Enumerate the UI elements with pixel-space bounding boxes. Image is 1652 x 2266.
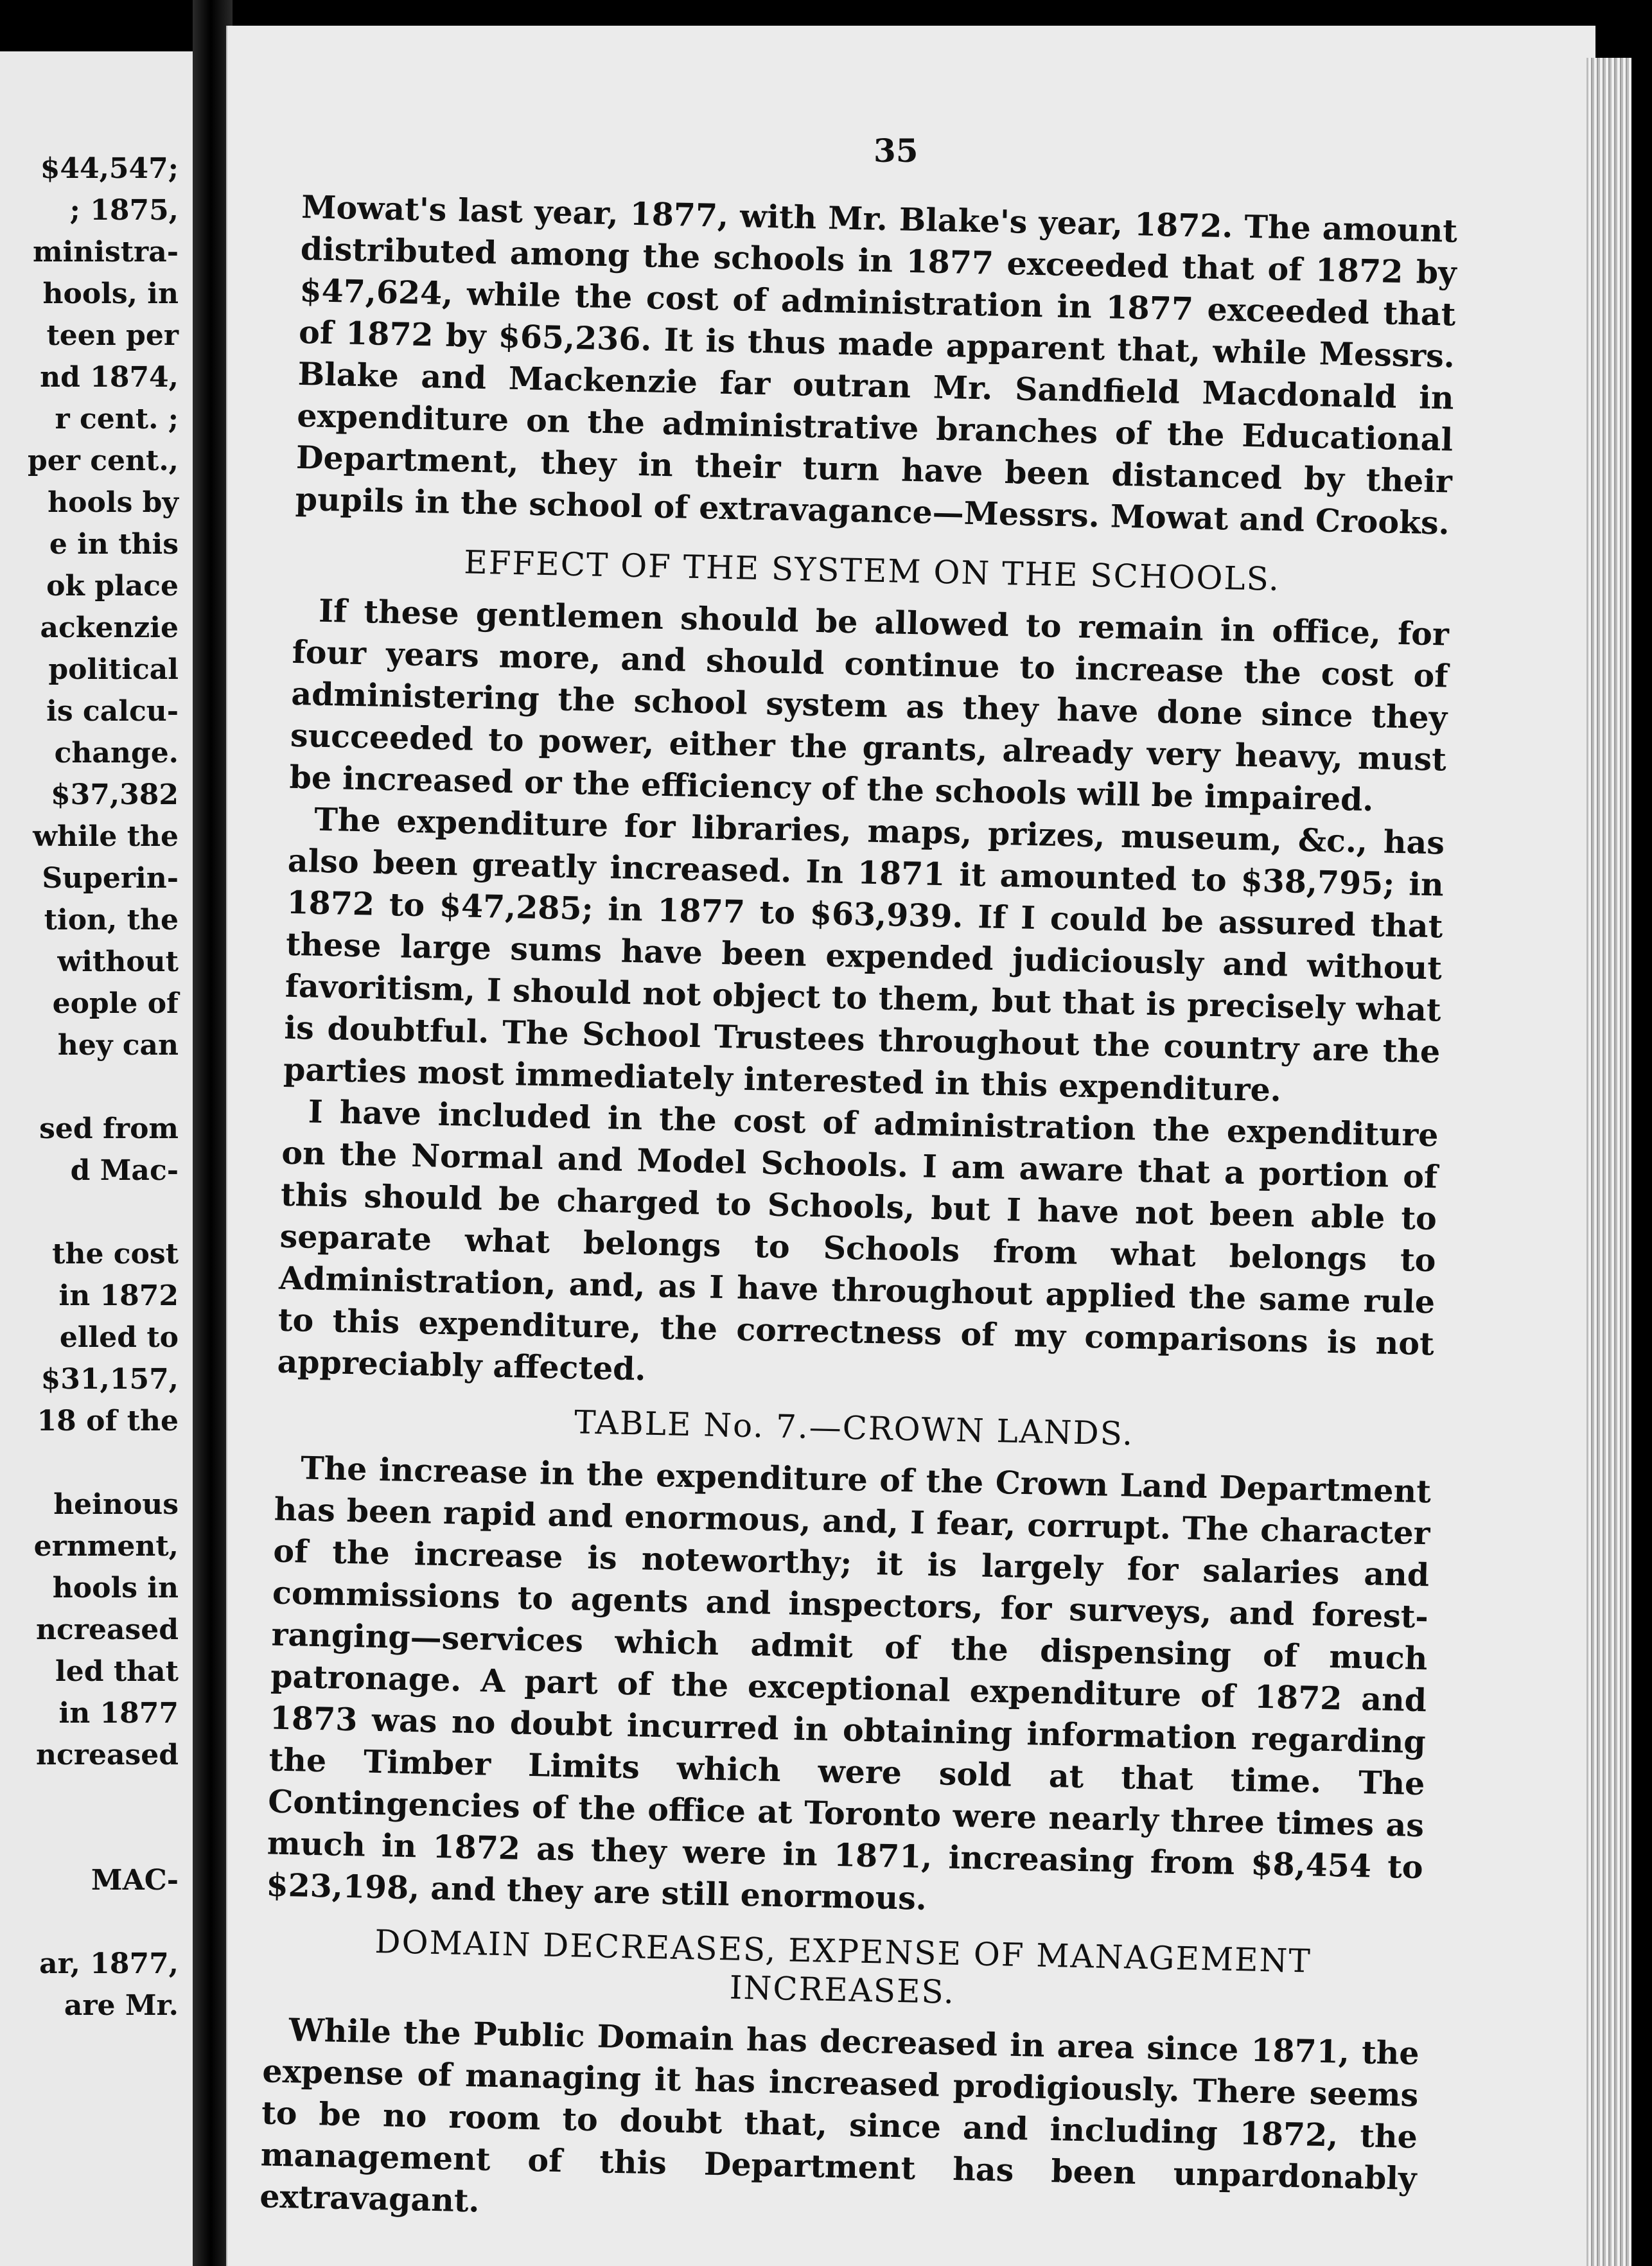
left-fragment-line: ncreased [36, 1613, 179, 1646]
left-fragment-line: political [48, 653, 179, 686]
left-fragment-line: is calcu- [46, 695, 179, 728]
paragraph: If these gentlemen should be allowed to remain in office, for four years more, and should continue to increase the cost of administering the school system as they have done since they succeeded to power, either the grants, already very heavy, must be increased or the efficiency of the schools will be impaired. [289, 592, 1450, 819]
paragraph: The expenditure for libraries, maps, prizes, museum, &c., has also been greatly increased. In 1871 it amounted to $38,795; in 1872 to $47,285; in 1877 to $63,939. If I could be assured that these large sums have been expended judiciously and without favoritism, I should not object to them, but that is precisely what is doubtful. The School Trustees throughout the country are the parties most immediately interested in this expenditure. [283, 800, 1445, 1109]
left-fragment-line: MAC- [91, 1864, 179, 1897]
left-fragment-line: $31,157, [40, 1363, 179, 1396]
left-fragment-line: hools, in [42, 277, 179, 310]
left-fragment-line: heinous [53, 1488, 179, 1521]
left-fragment-line: the cost [52, 1238, 179, 1270]
left-fragment-line: are Mr. [64, 1989, 179, 2022]
left-fragment-line: hey can [57, 1029, 179, 1062]
left-fragment-line: sed from [39, 1112, 179, 1145]
left-page-text [28, 148, 179, 2026]
left-fragment-line: while the [33, 820, 179, 853]
left-fragment-line: without [57, 945, 179, 978]
left-fragment-line: teen per [46, 319, 179, 352]
left-fragment-line [28, 1901, 179, 1943]
left-fragment-line: eople of [52, 987, 179, 1020]
section-heading-crown-lands: TABLE No. 7.—CROWN LANDS. [574, 1403, 1134, 1453]
left-fragment-line: in 1877 [58, 1697, 179, 1730]
left-fragment-line: change. [54, 737, 179, 769]
left-fragment-line: e in this [49, 528, 179, 561]
paragraph-continuation: Mowat's last year, 1877, with Mr. Blake's year, 1872. The amount distributed among the schools in 1877 exceeded that of 1872 by $47,624, while the cost of administration in 1877 exceeded that of 1872 by $65,236. It is thus made apparent that, while Messrs. Blake and Mackenzie far outran Mr. Sandfield Macdonald in expenditure on the administrative branches of the Educational Department, they in their turn have been distanced by their pupils in the school of extravagance—Messrs. Mowat and Crooks. [295, 188, 1458, 542]
left-fragment-line: $37,382 [50, 778, 179, 811]
left-fragment-line: ar, 1877, [39, 1947, 179, 1980]
left-fragment-line: ; 1875, [69, 194, 179, 227]
section-heading-domain: DOMAIN DECREASES, EXPENSE OF MANAGEMENT INCREASES. [374, 1922, 1312, 2011]
paragraph: The increase in the expenditure of the Crown Land Department has been rapid and enormous, and, I fear, corrupt. The character of the increase is noteworthy; it is largely for salaries and commissions to agents and inspectors, for surveys, and forest-ranging—services which admit of the dispensing of much patronage. A part of the exceptional expenditure of 1872 and 1873 was no doubt incurred in obtaining information regarding the Timber Limits which were sold at that time. The Contingencies of the office at Toronto were nearly three times as much in 1872 as they were in 1871, increasing from $8,454 to $23,198, and they are still enormous. [265, 1449, 1432, 1917]
left-fragment-line: ncreased [36, 1739, 179, 1771]
page-body [259, 186, 1458, 2242]
left-fragment-line [28, 1776, 179, 1818]
left-fragment-line [28, 1442, 179, 1484]
left-fragment-line: per cent., [28, 444, 179, 477]
paragraph: While the Public Domain has decreased in area since 1871, the expense of managing it has increased prodigiously. There seems to be no room to doubt that, since and including 1872, the management of this Department has been unpardonably extravagant. [259, 2011, 1420, 2220]
left-fragment-line: in 1872 [58, 1279, 179, 1312]
left-fragment-line [28, 1818, 179, 1859]
left-fragment-line: tion, the [44, 904, 179, 936]
left-fragment-line: 18 of the [37, 1405, 179, 1437]
left-fragment-line: hools in [52, 1572, 179, 1604]
left-fragment-line: d Mac- [70, 1154, 179, 1187]
page-edge [1586, 58, 1631, 2266]
left-fragment-line: nd 1874, [40, 361, 179, 394]
left-fragment-line: ackenzie [40, 611, 179, 644]
left-fragment-line [28, 1066, 179, 1108]
left-fragment-line: ernment, [33, 1530, 179, 1563]
section-heading-effect: EFFECT OF THE SYSTEM ON THE SCHOOLS. [463, 543, 1281, 599]
left-fragment-line: ok place [46, 570, 179, 602]
left-page-fragment [0, 51, 193, 2266]
left-fragment-line: Superin- [42, 862, 179, 895]
left-fragment-line: led that [55, 1655, 179, 1688]
paragraph: I have included in the cost of administration the expenditure on the Normal and Model Schools. I am aware that a portion of this should be charged to Schools, but I have not been able to separate what belongs to Schools from what belongs to Administration, and, as I have throughout applied the same rule to this expenditure, the correctness of my comparisons is not appreciably affected. [277, 1093, 1439, 1388]
left-fragment-line: ministra- [32, 236, 179, 268]
left-fragment-line: hools by [48, 486, 179, 519]
left-fragment-line: $44,547; [40, 152, 179, 185]
left-fragment-line: elled to [59, 1321, 179, 1354]
page-number: 35 [874, 132, 918, 170]
left-fragment-line: r cent. ; [55, 403, 179, 435]
left-fragment-line [28, 1191, 179, 1233]
right-border [1631, 0, 1652, 2266]
